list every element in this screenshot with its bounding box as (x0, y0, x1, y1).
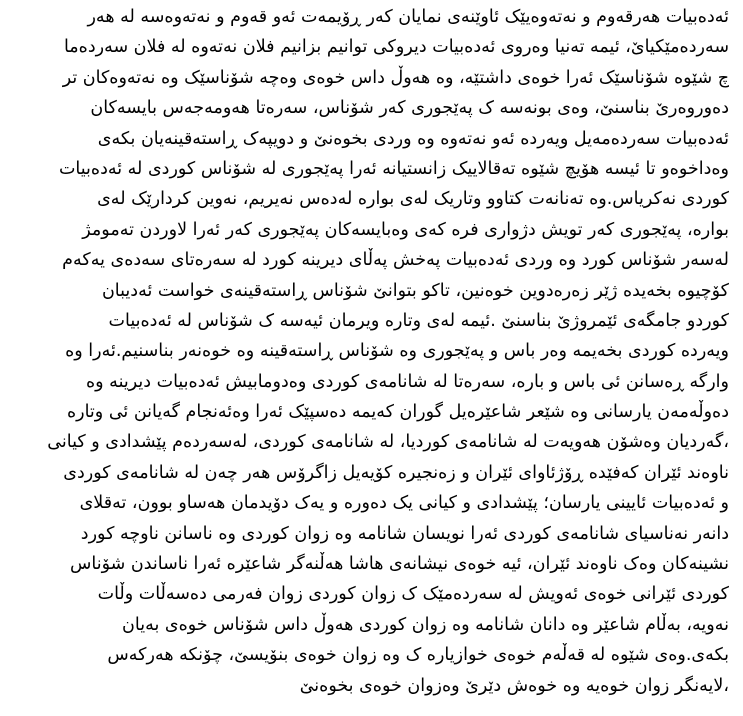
text-line: ،لایەنگر زوان خوەیە وە خوەش دێرێ وەزوان خوەی بخوەنێ (299, 675, 729, 696)
body-text (10, 2, 729, 701)
text-line: دەوڵەمەن یارسانی وە شێعر شاعێرەیل گوران کەیمە دەسپێک ئەرا وەئەنجام گەیانن ئی وتارە (66, 402, 729, 423)
text-line: ویەردە کوردی بخەیمە وەر باس و پەێجوری وە شۆناس ڕاستەقینە وە خوەنەر بناسنیم.ئەرا وە (65, 341, 729, 362)
text-line: و ئەدەبیات ئایینی یارسان؛ پێشدادی و کیانی یک دەورە و یەک دۆیدمان هەساو بوون، تەقلای (79, 493, 729, 514)
text-line: سەردەمێکیاێ، ئیمە تەنیا وەروی ئەدەبیات دیروکی توانیم بزانیم فلان نەتەوە لە فلان سەردەما (63, 37, 729, 58)
text-line: وارگە ڕەسانن ئی باس و بارە، سەرەتا لە شانامەی کوردی وەدومابیش ئەدەبیات دیرینە وە (86, 371, 729, 392)
text-line: چ شێوە شۆناسێک ئەرا خوەی داشتێە، وە هەوڵ داس خوەی وەچە شۆناسێک وە نەتەوەکان تر (62, 67, 729, 88)
text-line: کوردو جامگەی ئێمروژێ بناسنێ .ئیمە لەی وتارە ویرمان ئیەسە ک شۆناس لە ئەدەبیات (108, 310, 729, 331)
text-line: بکەی.وەی شێوە لە قەڵەم خوەی خوازیارە ک وە زوان خوەی بنۆیسێ، چۆنکە هەرکەس (107, 645, 729, 666)
text-line: دەوروەرێ بناسنێ، وەی بونەسە ک پەێجوری کەر شۆناس، سەرەتا هەومەجەس بایسەکان (90, 98, 729, 119)
text-line: کوردی ئێرانی خوەی ئەویش لە سەردەمێک ک زوان کوردی زوان فەرمی دەسەڵات وڵات (97, 584, 729, 605)
text-line: ناوەند ئێران کەفێدە ڕۆژئاوای ئێران و زەنجیرە کۆیەیل زاگرۆس هەر چەن لە شانامەی کوردی (63, 462, 729, 483)
text-line: ئەدەبیات سەردەمەیل ویەردە ئەو نەتەوە وە وردی بخوەنێ و دویپەک ڕاستەقینەیان بکەی (97, 128, 729, 149)
text-line: نەویە، بەڵام شاعێر وە دانان شانامە وە زوان کوردی هەوڵ داس شۆناس خوەی بەیان (122, 614, 729, 635)
text-line: ،گەردیان وەشۆن هەویەت لە شانامەی کوردیا، لە شانامەی کوردی، لەسەردەم پێشدادی و کیانی (47, 432, 729, 453)
text-line: لەسەر شۆناس کورد وە وردی ئەدەبیات پەخش پەڵای دیرینە کورد لە سەرەتای سەدەی یەکەم (62, 250, 729, 271)
text-line: ئەدەبیات هەرقەوم و نەتەوەیێک ئاوێنەی نمایان کەر ڕۆیمەت ئەو قەوم و نەتەوەسە لە هەر (87, 7, 729, 27)
text-line: بوارە، پەێجوری کەر تویش دژواری فرە کەی وەبایسەکان پەێجوری کەر ئەرا لاوردن تەمومژ (82, 219, 729, 240)
text-line: کۆچیوە بخەیدە ژێر زەرەدوین خوەنین، تاکو بتوانێ شۆناس ڕاستەقینەی خواست ئەدیبان (101, 280, 729, 301)
text-line: نشینەکان وەک ناوەند ئێران، ئیە خوەی نیشانەی هاشا هەڵنەگر شاعێرە ئەرا ناساندن شۆناس (70, 554, 729, 575)
text-line: وەداخوەو تا ئیسە هۆیچ شێوە تەقالاییک زانستیانە ئەرا پەێجوری لە شۆناس کوردی لە ئەدەبیات (58, 158, 729, 179)
text-line: دانەر نەناسیای شانامەی کوردی ئەرا نویسان شانامە وە زوان کوردی وە ناسانن ناوچە کورد (80, 523, 729, 544)
text-line: کوردی نەکریاس.وە تەنانەت کتاوو وتاریک لەی بوارە لەدەس نەیریم، نەوین کردارێک لەی (97, 189, 729, 210)
